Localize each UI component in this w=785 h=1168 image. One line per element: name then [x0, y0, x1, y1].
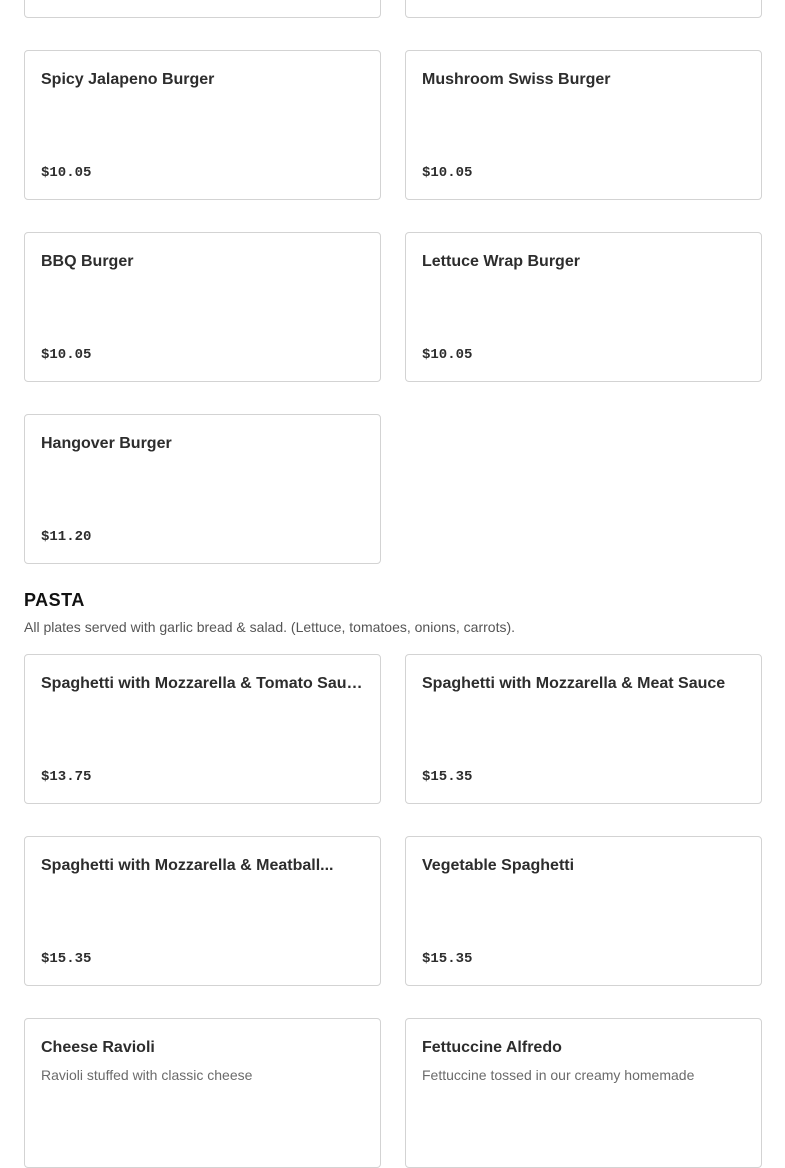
- menu-item-price: $15.35: [41, 951, 92, 967]
- menu-item-card[interactable]: [24, 836, 381, 986]
- menu-item-card[interactable]: [24, 0, 381, 18]
- menu-item-name: Vegetable Spaghetti: [422, 857, 575, 874]
- menu-item-price: $13.75: [41, 769, 92, 785]
- menu-item-description: Fettuccine tossed in our creamy homemade: [422, 1067, 695, 1083]
- section-title: PASTA: [24, 590, 85, 610]
- menu-item-card[interactable]: [405, 232, 762, 382]
- menu-item-name: Spaghetti with Mozzarella & Meatball...: [41, 857, 334, 874]
- menu-item-card[interactable]: [24, 654, 381, 804]
- menu-item-card[interactable]: [405, 0, 762, 18]
- menu-item-price: $10.05: [41, 165, 92, 181]
- menu-item-card[interactable]: [405, 654, 762, 804]
- menu-item-name: BBQ Burger: [41, 253, 134, 270]
- menu-item-name: Cheese Ravioli: [41, 1039, 155, 1056]
- menu-item-description: Ravioli stuffed with classic cheese: [41, 1067, 253, 1083]
- menu-item-price: $15.35: [422, 769, 473, 785]
- menu-item-name: Mushroom Swiss Burger: [422, 71, 611, 88]
- menu-item-name: Spicy Jalapeno Burger: [41, 71, 215, 88]
- menu-item-name: Hangover Burger: [41, 435, 172, 452]
- menu-item-card[interactable]: [405, 50, 762, 200]
- menu-item-card[interactable]: [24, 232, 381, 382]
- menu-item-price: $11.20: [41, 529, 92, 545]
- menu-item-card[interactable]: [24, 50, 381, 200]
- menu-item-price: $10.05: [422, 347, 473, 363]
- menu-item-name: Fettuccine Alfredo: [422, 1039, 562, 1056]
- menu-item-price: $10.05: [41, 347, 92, 363]
- menu-item-name: Spaghetti with Mozzarella & Tomato Sauce: [41, 675, 364, 692]
- menu-item-price: $10.05: [422, 165, 473, 181]
- menu-item-price: $15.35: [422, 951, 473, 967]
- menu-item-name: Lettuce Wrap Burger: [422, 253, 580, 270]
- menu-item-card[interactable]: [405, 836, 762, 986]
- menu-item-card[interactable]: [24, 414, 381, 564]
- menu-item-card[interactable]: [405, 1018, 762, 1168]
- menu-item-name: Spaghetti with Mozzarella & Meat Sauce: [422, 675, 726, 692]
- section-description: All plates served with garlic bread & salad. (Lettuce, tomatoes, onions, carrots).: [24, 619, 516, 635]
- menu-item-card[interactable]: [24, 1018, 381, 1168]
